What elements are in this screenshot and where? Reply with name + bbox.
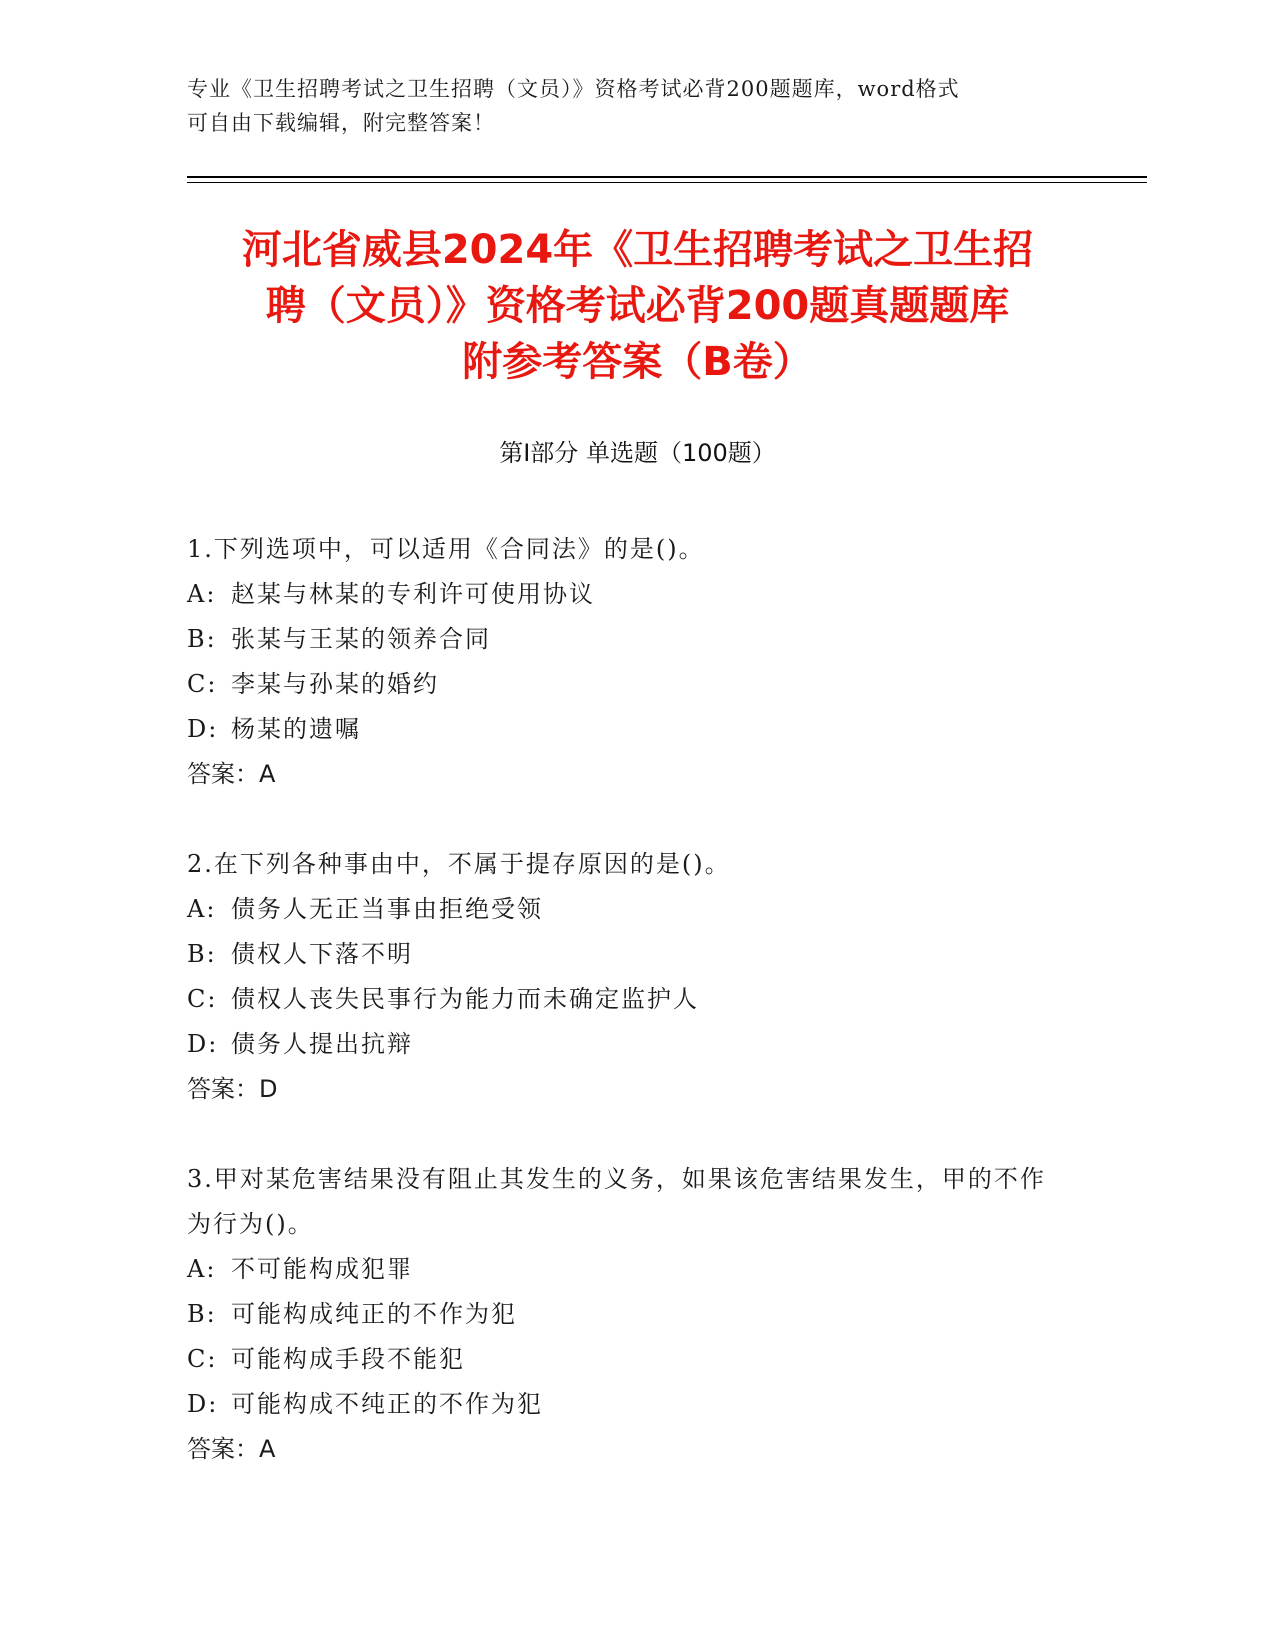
option-d [187, 707, 1067, 752]
question-3 [187, 1157, 1067, 1472]
question-text: 3.甲对某危害结果没有阻止其发生的义务，如果该危害结果发生，甲的不作为行为()。 [187, 1165, 1046, 1238]
answer: 答案：D [187, 1075, 278, 1103]
option-a [187, 572, 1067, 617]
option-d [187, 1382, 1067, 1427]
title-line-3: 附参考答案（B卷） [462, 339, 813, 385]
option-label: D: [187, 1030, 219, 1058]
option-label: D: [187, 715, 219, 743]
option-c [187, 662, 1067, 707]
option-text: 赵某与林某的专利许可使用协议 [231, 580, 595, 608]
section-heading: 第I部分 单选题（100题） [499, 439, 776, 467]
option-label: B: [187, 625, 217, 653]
option-c [187, 1337, 1067, 1382]
title-line-2: 聘（文员）》资格考试必背200题真题题库 [265, 283, 1010, 329]
question-1 [187, 527, 1067, 797]
header-divider-thin [187, 182, 1147, 183]
option-a [187, 887, 1067, 932]
option-label: A: [187, 1255, 217, 1283]
header-note-line-1: 专业《卫生招聘考试之卫生招聘（文员）》资格考试必背200题题库，word格式 [187, 77, 960, 101]
option-label: A: [187, 895, 217, 923]
option-text: 张某与王某的领养合同 [231, 625, 491, 653]
option-text: 债务人无正当事由拒绝受领 [231, 895, 543, 923]
option-text: 债权人下落不明 [231, 940, 413, 968]
document-title [150, 222, 1125, 390]
option-label: A: [187, 580, 217, 608]
question-2 [187, 842, 1067, 1112]
option-label: B: [187, 940, 217, 968]
option-text: 债权人丧失民事行为能力而未确定监护人 [231, 985, 699, 1013]
question-text: 2.在下列各种事由中，不属于提存原因的是()。 [187, 850, 731, 878]
header-divider-thick [187, 176, 1147, 178]
option-label: B: [187, 1300, 217, 1328]
header-note [187, 72, 1087, 140]
answer: 答案：A [187, 760, 276, 788]
option-c [187, 977, 1067, 1022]
option-b [187, 1292, 1067, 1337]
option-b [187, 617, 1067, 662]
question-list [187, 527, 1067, 1517]
option-text: 可能构成纯正的不作为犯 [231, 1300, 517, 1328]
option-text: 可能构成手段不能犯 [231, 1345, 465, 1373]
option-a [187, 1247, 1067, 1292]
title-line-1: 河北省威县2024年《卫生招聘考试之卫生招 [241, 227, 1034, 273]
option-label: D: [187, 1390, 219, 1418]
question-text: 1.下列选项中，可以适用《合同法》的是()。 [187, 535, 705, 563]
option-text: 不可能构成犯罪 [231, 1255, 413, 1283]
option-text: 李某与孙某的婚约 [231, 670, 439, 698]
option-d [187, 1022, 1067, 1067]
option-b [187, 932, 1067, 977]
header-note-line-2: 可自由下载编辑，附完整答案！ [187, 111, 495, 135]
option-text: 杨某的遗嘱 [231, 715, 361, 743]
option-label: C: [187, 1345, 218, 1373]
answer: 答案：A [187, 1435, 276, 1463]
option-text: 债务人提出抗辩 [231, 1030, 413, 1058]
option-text: 可能构成不纯正的不作为犯 [231, 1390, 543, 1418]
option-label: C: [187, 670, 218, 698]
option-label: C: [187, 985, 218, 1013]
